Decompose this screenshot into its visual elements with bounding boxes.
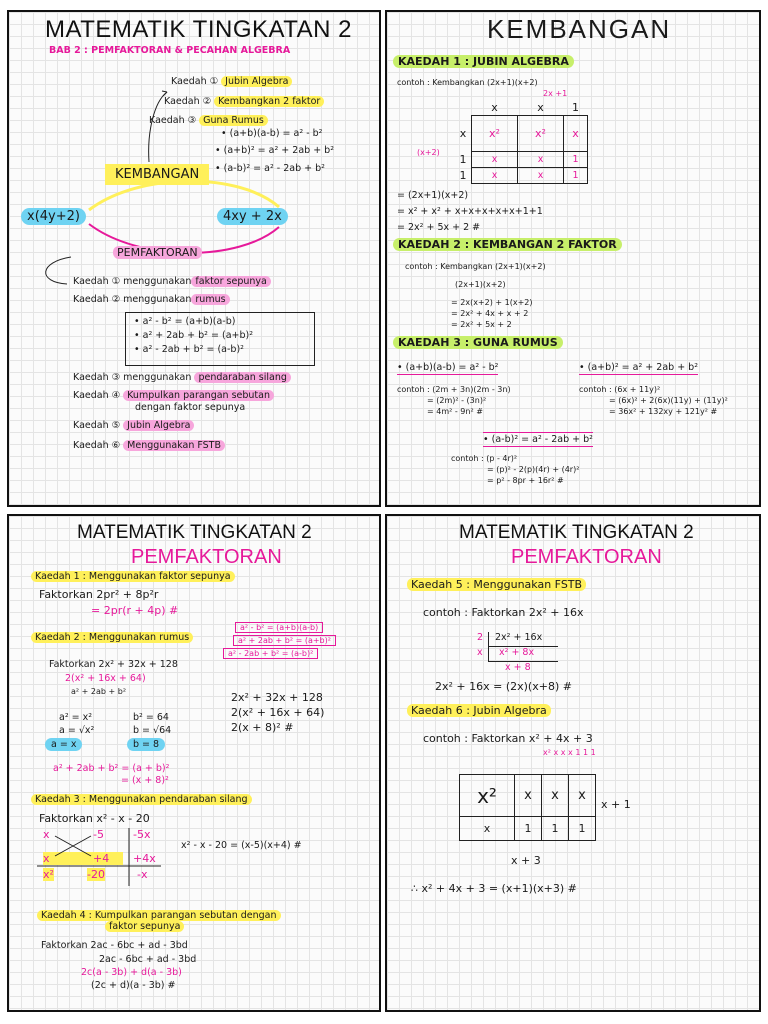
k5-jawapan: 2x² + 16x = (2x)(x+8) # [435, 680, 572, 693]
k2-a-2: a = √x² [59, 725, 95, 736]
rumus-2-step-1: = (6x)² + 2(6x)(11y) + (11y)² [609, 396, 728, 405]
kaedah4-heading: Kaedah 4 : Kumpulkan parangan sebutan dengan [37, 910, 281, 921]
k6-jawapan: ∴ x² + 4x + 3 = (x+1)(x+3) # [411, 882, 577, 895]
rumus-2: • (a+b)² = a² + 2ab + b² [579, 362, 699, 373]
k2-rumus-2: a² + 2ab + b² = (a+b)² [233, 635, 336, 646]
pem-method-2: Kaedah ② menggunakan rumus [73, 294, 230, 305]
rumus-3-step-1: = (p)² - 2(p)(4r) + (4r)² [487, 465, 580, 474]
kaedah1-contoh: contoh : Kembangkan (2x+1)(x+2) [397, 78, 538, 87]
algebra-tile-grid: x² x x x x 1 1 1 [459, 774, 596, 841]
kaedah3-heading: KAEDAH 3 : GUNA RUMUS [393, 336, 563, 349]
k1-step-1: = (2x+1)(x+2) [397, 190, 469, 201]
rumus-2-contoh: contoh : (6x + 11y)² [579, 385, 661, 394]
pem-method-5: Kaedah ⑤ Jubin Algebra [73, 420, 194, 431]
k2-right-2: 2(x² + 16x + 64) [231, 706, 325, 719]
panel-summary [7, 10, 381, 507]
k2-tail-2: = (x + 8)² [121, 775, 169, 786]
pem-method-6: Kaedah ⑥ Menggunakan FSTB [73, 440, 225, 451]
left-expression: x(4y+2) [21, 208, 86, 225]
rumus-1-step-2: = 4m² - 9n² # [427, 407, 483, 416]
k2-soalan: Faktorkan 2x² + 32x + 128 [49, 659, 178, 670]
k2-step-1: 2(x² + 16x + 64) [65, 673, 146, 684]
k2-b-2: b = √64 [133, 725, 172, 736]
panel-pemfaktoran-1: MATEMATIK TINGKATAN 2 PEMFAKTORAN Kaedah 1 : Menggunakan faktor sepunya Faktorkan 2pr² + 8p²r = 2pr(r + 4p) # Kaedah 2 : Menggunakan rumus a² - b² = (a+b)(a-b) a² + 2ab + b² = (a+b)² a² - 2ab + b² = (a-b)² Faktorkan 2x² + 32x + 128 2(x² + 16x + 64) a² + 2ab + b² a² = x² a = √x² a = x b² = 64 b = √64 b = 8 2x² + 32x + 128 2(x² + 16x + 64) 2(x + 8)² # a² + 2ab + b² = (a + b)² = (x + 8)² Kaedah 3 : Menggunakan pendaraban silang Faktorkan x² - x - 20 x -5 -5x x +4 +4x x² -20 -x x² - x - 20 = (x-5)(x+4) # Kaedah 4 : Kumpulkan parangan sebutan dengan faktor sepunya Faktorkan 2ac - 6bc + ad - 3bd 2ac - 6bc + ad - 3bd 2c(a - 3b) + d(a - 3b) (2c + d)(a - 3b) # [7, 514, 381, 1012]
k2-tail-1: a² + 2ab + b² = (a + b)² [53, 763, 170, 774]
tile-top-label: 2x +1 [543, 89, 568, 98]
pem-method-3: Kaedah ③ menggunakan pendaraban silang [73, 372, 291, 383]
page-subtitle: PEMFAKTORAN [511, 546, 662, 568]
rumus-3-contoh: contoh : (p - 4r)² [451, 454, 518, 463]
page-subtitle: PEMFAKTORAN [131, 546, 282, 568]
kaedah1-heading: KAEDAH 1 : JUBIN ALGEBRA [393, 55, 574, 68]
pemfaktoran-label: PEMFAKTORAN [113, 246, 202, 259]
rumus-3-step-2: = p² - 8pr + 16r² # [487, 476, 564, 485]
k1-soalan: Faktorkan 2pr² + 8p²r [39, 588, 159, 601]
k2-b-1: b² = 64 [133, 712, 169, 723]
k2-right-3: 2(x + 8)² # [231, 721, 294, 734]
rumus-1: • (a+b)(a-b) = a² - b² [397, 362, 499, 373]
kaedah2-heading: Kaedah 2 : Menggunakan rumus [31, 632, 193, 643]
k2-rumus-1: a² - b² = (a+b)(a-b) [235, 622, 323, 633]
rumus-1-contoh: contoh : (2m + 3n)(2m - 3n) [397, 385, 511, 394]
k2-a-1: a² = x² [59, 712, 93, 723]
k2-step-1: (2x+1)(x+2) [455, 280, 506, 289]
k6-side-label: x + 1 [601, 798, 631, 811]
k2-rumus-3: a² - 2ab + b² = (a-b)² [223, 648, 318, 659]
right-expression: 4xy + 2x [217, 208, 288, 225]
kaedah1-heading: Kaedah 1 : Menggunakan faktor sepunya [31, 571, 235, 582]
k1-step-3: = 2x² + 5x + 2 # [397, 222, 481, 233]
k5-soalan: contoh : Faktorkan 2x² + 16x [423, 606, 584, 619]
formula-3: • (a-b)² = a² - 2ab + b² [215, 163, 325, 174]
page-title: MATEMATIK TINGKATAN 2 [45, 16, 352, 43]
algebra-tile-grid: x x 1 x x² x² x 1 x x 1 1 x x 1 [455, 100, 588, 184]
k4-step-2: 2c(a - 3b) + d(a - 3b) [81, 967, 182, 978]
pem-method-4: Kaedah ④ Kumpulkan parangan sebutan [73, 390, 274, 401]
pem-method-4-cont: dengan faktor sepunya [135, 402, 246, 413]
tile-side-label: (x+2) [417, 148, 440, 157]
kaedah5-heading: Kaedah 5 : Menggunakan FSTB [407, 578, 586, 591]
page-title: MATEMATIK TINGKATAN 2 [459, 522, 694, 543]
k4-soalan: Faktorkan 2ac - 6bc + ad - 3bd [41, 940, 188, 951]
kaedah4-heading-cont: faktor sepunya [105, 921, 184, 932]
k2-step-4: = 2x² + 5x + 2 [451, 320, 512, 329]
k2-a-3: a = x [45, 738, 82, 751]
kaedah2-contoh: contoh : Kembangkan (2x+1)(x+2) [405, 262, 546, 271]
kembangan-label: KEMBANGAN [105, 164, 209, 185]
rumus-3: • (a-b)² = a² - 2ab + b² [483, 434, 593, 445]
k2-step-3: = 2x² + 4x + x + 2 [451, 309, 529, 318]
kaedah2-heading: KAEDAH 2 : KEMBANGAN 2 FAKTOR [393, 238, 622, 251]
kembangan-method-3: Kaedah ③ Guna Rumus [149, 115, 268, 126]
kaedah6-heading: Kaedah 6 : Jubin Algebra [407, 704, 551, 717]
k3-jawapan: x² - x - 20 = (x-5)(x+4) # [181, 840, 302, 851]
rumus-2-step-2: = 36x² + 132xy + 121y² # [609, 407, 718, 416]
k6-tiles-label: x² x x x 1 1 1 [543, 748, 596, 757]
page-title: KEMBANGAN [487, 14, 672, 44]
k3-soalan: Faktorkan x² - x - 20 [39, 812, 150, 825]
panel-pemfaktoran-2 [385, 514, 761, 1012]
k2-step-2: a² + 2ab + b² [71, 687, 127, 696]
pem-method-1: Kaedah ① menggunakan faktor sepunya [73, 276, 271, 287]
chapter-subtitle: BAB 2 : PEMFAKTORAN & PECAHAN ALGEBRA [49, 45, 291, 56]
k1-jawapan: = 2pr(r + 4p) # [91, 604, 179, 617]
k6-soalan: contoh : Faktorkan x² + 4x + 3 [423, 732, 593, 745]
fstb-division: 2 2x² + 16x x x² + 8x x + 8 [475, 630, 575, 678]
k4-step-1: 2ac - 6bc + ad - 3bd [99, 954, 197, 965]
formula-1: • (a+b)(a-b) = a² - b² [221, 128, 323, 139]
kembangan-method-1: Kaedah ① Jubin Algebra [171, 76, 292, 87]
k4-jawapan: (2c + d)(a - 3b) # [91, 980, 176, 991]
k2-right-1: 2x² + 32x + 128 [231, 691, 323, 704]
kaedah3-heading: Kaedah 3 : Menggunakan pendaraban silang [31, 794, 252, 805]
kembangan-method-2: Kaedah ② Kembangkan 2 faktor [164, 96, 324, 107]
rumus-1-step-1: = (2m)² - (3n)² [427, 396, 487, 405]
k2-b-3: b = 8 [127, 738, 165, 751]
k2-step-2: = 2x(x+2) + 1(x+2) [451, 298, 533, 307]
panel-kembangan [385, 10, 761, 507]
page-title: MATEMATIK TINGKATAN 2 [77, 522, 312, 543]
k6-bottom-label: x + 3 [511, 854, 541, 867]
flow-arrows [9, 12, 381, 507]
formula-box: • a² - b² = (a+b)(a-b) • a² + 2ab + b² = (a+b)² • a² - 2ab + b² = (a-b)² [125, 312, 315, 366]
k1-step-2: = x² + x² + x+x+x+x+x+1+1 [397, 206, 543, 217]
formula-2: • (a+b)² = a² + 2ab + b² [215, 145, 335, 156]
